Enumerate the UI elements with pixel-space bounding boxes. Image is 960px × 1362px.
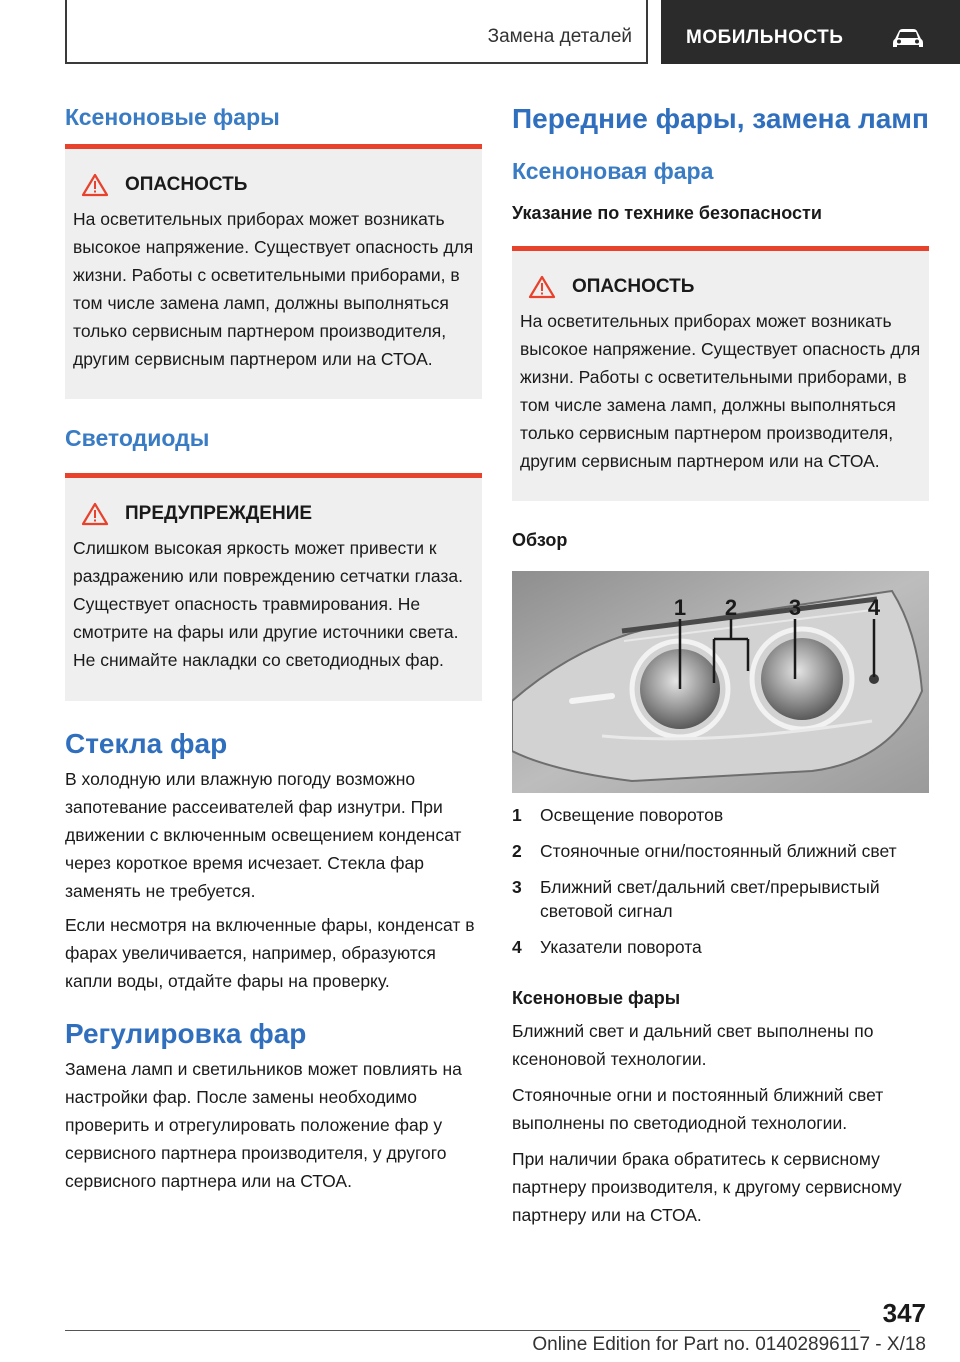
warning-notice (65, 473, 482, 701)
danger-text: На осветительных приборах может возникать высокое напряжение. Существует опасность для жизни. Работы с осветительными приборами, в том числе замена ламп, должны выполняться только сервисным партнером производителя, другим сервисным партнером или на СТОА. (520, 311, 921, 471)
callout-label: 2 (724, 595, 738, 620)
bulb-replacement-heading: Передние фары, замена ламп (512, 103, 929, 134)
callout-label: 1 (673, 595, 687, 620)
safety-heading: Указание по технике безопасности (512, 203, 822, 223)
callout-label: 3 (788, 595, 802, 620)
danger-notice (512, 246, 929, 501)
glass-paragraph-2: Если несмотря на включенные фары, конденсат в фарах увеличивается, например, образуются капли воды, отдайте фары на проверку. (65, 915, 475, 991)
warning-title: ПРЕДУПРЕЖДЕНИЕ (125, 503, 313, 524)
callout-label: 4 (867, 595, 881, 620)
headlight-adjust-heading: Регулировка фар (65, 1018, 307, 1049)
header-chapter-box (661, 0, 960, 64)
footer-divider (65, 1330, 860, 1331)
left-column (65, 102, 482, 1195)
legend-item (512, 935, 929, 959)
danger-notice (65, 144, 482, 399)
legend-number: 3 (512, 877, 522, 897)
legend-text: Стояночные огни/постоянный ближний свет (540, 841, 897, 861)
headlight-glass-heading: Стекла фар (65, 728, 228, 759)
legend-text: Указатели поворота (540, 937, 702, 957)
warning-triangle-icon (528, 275, 556, 299)
photo-legend (512, 803, 929, 959)
right-column (512, 102, 929, 1229)
danger-title: ОПАСНОСТЬ (572, 276, 695, 297)
legend-text: Освещение поворотов (540, 805, 724, 825)
adjust-paragraph: Замена ламп и светильников может повлиять на настройки фар. После замены необходимо проверить и отрегулировать положение фар у сервисного партнера производителя, у другого сервисного партнера или на СТОА. (65, 1059, 462, 1191)
legend-text: Ближний свет/дальний свет/прерывистый световой сигнал (540, 877, 880, 921)
led-heading: Светодиоды (65, 425, 210, 451)
legend-number: 1 (512, 805, 522, 825)
warning-text: Слишком высокая яркость может привести к раздражению или повреждению сетчатки глаза. Существует опасность травмирования. Не смотрите на фары или другие источники света. Не снимайте накладки со светодиодных фар. (73, 538, 463, 670)
car-icon (891, 26, 925, 50)
danger-text: На осветительных приборах может возникать высокое напряжение. Существует опасность для жизни. Работы с осветительными приборами, в том числе замена ламп, должны выполняться только сервисным партнером производителя, другим сервисным партнером или на СТОА. (73, 209, 474, 369)
xenon-headlight-heading: Ксеноновая фара (512, 158, 714, 184)
legend-item (512, 839, 929, 863)
xenon-paragraph-2: Стояночные огни и постоянный ближний свет выполнены по светодиодной технологии. (512, 1085, 884, 1133)
legend-number: 4 (512, 937, 522, 957)
legend-number: 2 (512, 841, 522, 861)
page-number: 347 (882, 1298, 926, 1328)
headlight-photo (512, 571, 929, 793)
legend-item (512, 803, 929, 827)
xenon-headlights-heading: Ксеноновые фары (65, 104, 280, 130)
xenon-paragraph-3: При наличии брака обратитесь к сервисному партнеру производителя, к другому сервисному партнеру или на СТОА. (512, 1149, 902, 1225)
warning-triangle-icon (81, 173, 109, 197)
xenon-paragraph-1: Ближний свет и дальний свет выполнены по ксеноновой технологии. (512, 1021, 874, 1069)
danger-title: ОПАСНОСТЬ (125, 174, 248, 195)
chapter-title: МОБИЛЬНОСТЬ (686, 27, 844, 48)
section-title: Замена деталей (487, 26, 632, 47)
legend-item (512, 875, 929, 923)
header-section-box (65, 0, 648, 64)
glass-paragraph-1: В холодную или влажную погоду возможно запотевание рассеивателей фар изнутри. При движении с включенным освещением конденсат через короткое время исчезает. Стекла фар заменять не требуется. (65, 769, 462, 901)
xenon-subheading: Ксеноновые фары (512, 988, 681, 1008)
warning-triangle-icon (81, 502, 109, 526)
overview-heading: Обзор (512, 530, 568, 550)
edition-text: Online Edition for Part no. 01402896117 - X/18 (532, 1334, 926, 1355)
